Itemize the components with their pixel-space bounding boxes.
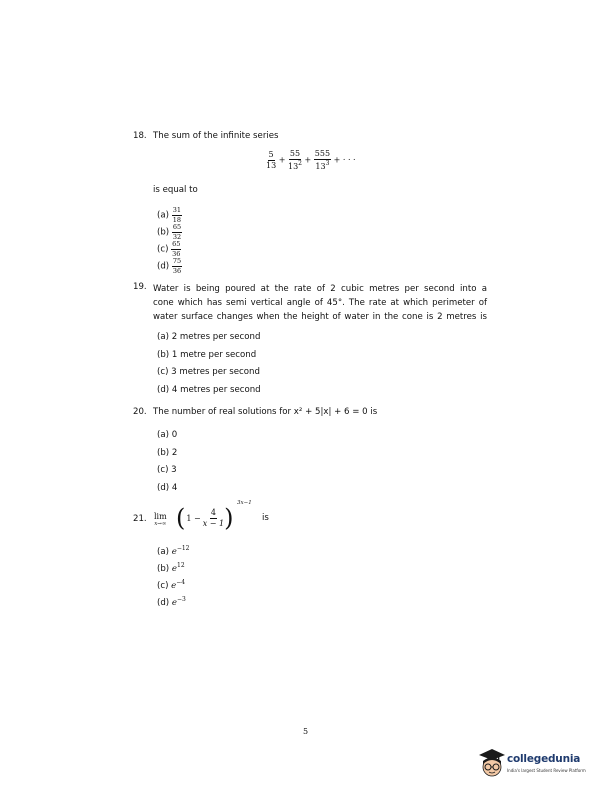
q21-option-c: (c) $e^{-4}$ (157, 579, 186, 591)
q21-lim: lim x→∞ (154, 512, 167, 527)
q18-option-b: (b) $\frac{65}{32}$ (157, 223, 182, 241)
q19-option-c: (c) 3 metres per second (157, 367, 260, 377)
mascot-icon (478, 748, 506, 778)
q21-number: 21. (133, 514, 147, 524)
q20-option-d: (d) 4 (157, 483, 178, 493)
q19-number: 19. (133, 282, 147, 292)
logo-tagline: India's largest Student Review Platform (507, 768, 586, 773)
plus-sign: + (278, 155, 286, 165)
q19-line-3: water surface changes when the height of water in the cone is 2 metres is (153, 312, 487, 322)
q21-expression: ( 1 − $\frac{4}{x - 1}$ ) (176, 504, 234, 532)
q18-series (266, 150, 356, 171)
series-tail: + · · · (333, 155, 356, 165)
q19-line-1: Water is being poured at the rate of 2 cubic metres per second into a (153, 284, 487, 294)
q18-option-c: (c) $\frac{65}{36}$ (157, 240, 181, 258)
collegedunia-logo[interactable] (478, 748, 598, 782)
q21-option-b: (b) $e^{12}$ (157, 562, 185, 574)
q19-option-a: (a) 2 metres per second (157, 332, 261, 342)
q21-exponent: 3x−1 (237, 500, 252, 506)
q18-number: 18. (133, 131, 147, 141)
q18-option-a: (a) $\frac{31}{18}$ (157, 206, 181, 224)
q20-option-b: (b) 2 (157, 448, 178, 458)
q21-option-d: (d) $e^{-3}$ (157, 596, 186, 608)
q19-option-d: (d) 4 metres per second (157, 385, 261, 395)
q20-option-a: (a) 0 (157, 430, 178, 440)
q18-text: The sum of the infinite series (153, 131, 279, 141)
q21-after: is (262, 513, 269, 523)
q18-term-3: $\frac{555}{13^3}$ (314, 149, 331, 171)
q18-after: is equal to (153, 185, 198, 195)
q20-text: The number of real solutions for x² + 5|x| + 6 = 0 is (153, 407, 378, 417)
q19-option-b: (b) 1 metre per second (157, 350, 257, 360)
plus-sign: + (304, 155, 312, 165)
q19-line-2: cone which has semi vertical angle of 45°. The rate at which perimeter of (153, 298, 487, 308)
q21-option-a: (a) $e^{-12}$ (157, 545, 190, 557)
logo-name: collegedunia (507, 753, 581, 765)
q21-fraction: $\frac{4}{x - 1}$ (202, 507, 225, 528)
page-number: 5 (303, 727, 309, 736)
right-paren: ) (224, 504, 234, 532)
q18-term-2: $\frac{55}{13^2}$ (287, 149, 302, 171)
q18-option-d: (d) $\frac{75}{36}$ (157, 257, 182, 275)
q18-term-1: $\frac{5}{13}$ (266, 150, 277, 170)
q20-option-c: (c) 3 (157, 465, 177, 475)
left-paren: ( (176, 504, 186, 532)
q20-number: 20. (133, 407, 147, 417)
